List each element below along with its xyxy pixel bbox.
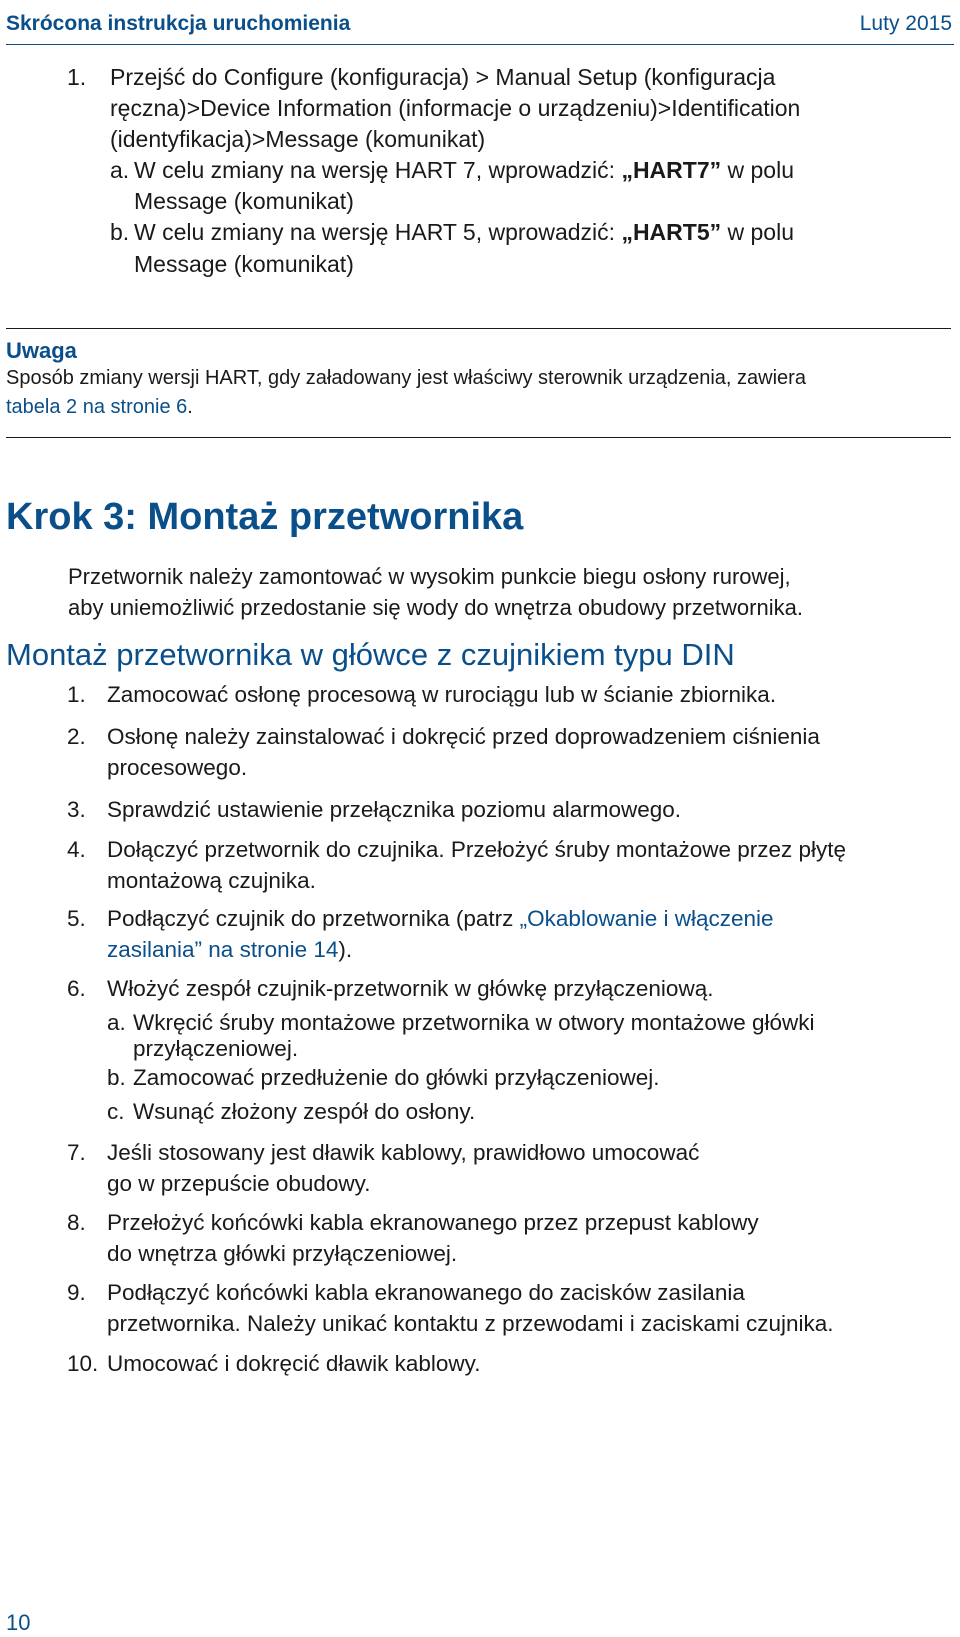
substep-text-pre: W celu zmiany na wersję HART 7, wprowadzić: xyxy=(134,157,622,183)
list-item-number: 2. xyxy=(67,724,86,749)
list-item-text-pre: Podłączyć czujnik do przetwornika (patrz xyxy=(107,906,520,931)
top-step-1 xyxy=(0,62,960,162)
list-item-line: Jeśli stosowany jest dławik kablowy, prawidłowo umocować xyxy=(107,1140,700,1165)
list-item-number: 7. xyxy=(67,1140,86,1165)
list-item-line: go w przepuście obudowy. xyxy=(107,1171,371,1196)
substep-text-line: Message (komunikat) xyxy=(134,188,354,214)
list-item-text xyxy=(107,1277,947,1339)
intro-line: Przetwornik należy zamontować w wysokim punkcie biegu osłony rurowej, xyxy=(68,564,791,589)
sub-list-line: przyłączeniowej. xyxy=(133,1036,299,1061)
list-item xyxy=(0,679,960,710)
intro-line: aby uniemożliwić przedostanie się wody do wnętrza obudowy przetwornika. xyxy=(68,595,803,620)
section-subtitle: Montaż przetwornika w główce z czujnikiem typu DIN xyxy=(6,637,735,672)
note-link[interactable]: tabela 2 na stronie 6 xyxy=(6,396,188,418)
list-item-number: 4. xyxy=(67,837,86,862)
list-item-number: 8. xyxy=(67,1210,86,1235)
substep-value: „HART7” xyxy=(621,157,722,183)
step-text-line: Przejść do Configure (konfiguracja) > Manual Setup (konfiguracja xyxy=(110,64,776,90)
list-item xyxy=(0,721,960,783)
substep-text-post: w polu xyxy=(721,157,794,183)
list-item-text xyxy=(107,1137,947,1199)
top-substep-a xyxy=(0,155,960,215)
sub-list-item xyxy=(0,1065,960,1091)
list-item xyxy=(0,973,960,1004)
note-top-rule xyxy=(6,328,951,329)
sub-list-text: Zamocować przedłużenie do główki przyłączeniowej. xyxy=(133,1065,660,1090)
list-item-text-post: ). xyxy=(338,937,353,962)
substep-label: a. xyxy=(110,157,130,183)
list-item-line: przetwornika. Należy unikać kontaktu z przewodami i zaciskami czujnika. xyxy=(107,1311,834,1336)
list-item xyxy=(0,1137,960,1199)
sub-list-label: b. xyxy=(107,1065,126,1090)
step-text xyxy=(110,62,940,155)
list-item-line: Podłączyć końcówki kabla ekranowanego do zacisków zasilania xyxy=(107,1280,745,1305)
list-item-line: do wnętrza główki przyłączeniowej. xyxy=(107,1241,458,1266)
list-item-number: 3. xyxy=(67,797,86,822)
list-item-number: 5. xyxy=(67,906,86,931)
substep-text-post: w polu xyxy=(721,219,794,245)
list-item-line: procesowego. xyxy=(107,755,248,780)
list-item xyxy=(0,1207,960,1269)
cross-reference-link[interactable]: zasilania” na stronie 14 xyxy=(107,937,339,962)
note-bottom-rule xyxy=(6,437,951,438)
list-item-text: Zamocować osłonę procesową w rurociągu lub w ścianie zbiornika. xyxy=(107,682,777,707)
cross-reference-link[interactable]: „Okablowanie i włączenie xyxy=(519,906,774,931)
list-item-number: 10. xyxy=(67,1351,99,1376)
section-title: Krok 3: Montaż przetwornika xyxy=(6,496,524,538)
list-item-line: Osłonę należy zainstalować i dokręcić przed doprowadzeniem ciśnienia xyxy=(107,724,820,749)
list-item-line: montażową czujnika. xyxy=(107,868,316,893)
step-text-line: (identyfikacja)>Message (komunikat) xyxy=(110,126,486,152)
substep-text-pre: W celu zmiany na wersję HART 5, wprowadzić: xyxy=(134,219,622,245)
list-item-number: 9. xyxy=(67,1280,86,1305)
top-substep-b xyxy=(0,216,960,286)
page-number: 10 xyxy=(6,1610,31,1635)
list-item xyxy=(0,1277,960,1339)
list-item xyxy=(0,1348,960,1379)
list-item xyxy=(0,834,960,896)
sub-list-item xyxy=(0,1099,960,1125)
note-period: . xyxy=(187,396,193,418)
list-item-text xyxy=(107,721,947,783)
sub-list-label: c. xyxy=(107,1099,125,1124)
sub-list-text: Wsunąć złożony zespół do osłony. xyxy=(133,1099,476,1124)
substep-value: „HART5” xyxy=(621,219,722,245)
list-item-text xyxy=(107,903,947,965)
list-item-text: Umocować i dokręcić dławik kablowy. xyxy=(107,1351,481,1376)
substep-label: b. xyxy=(110,219,130,245)
document-title: Skrócona instrukcja uruchomienia xyxy=(6,12,351,35)
step-text-line: ręczna)>Device Information (informacje o urządzeniu)>Identification xyxy=(110,95,801,121)
list-item-text: Sprawdzić ustawienie przełącznika poziomu alarmowego. xyxy=(107,797,682,822)
list-item-text xyxy=(107,1207,947,1269)
step-number: 1. xyxy=(67,64,87,90)
substep-text-line: Message (komunikat) xyxy=(134,251,354,277)
note-title: Uwaga xyxy=(6,338,77,363)
list-item-number: 1. xyxy=(67,682,86,707)
substep-text xyxy=(134,155,934,217)
substep-text xyxy=(134,216,934,280)
sub-list-label: a. xyxy=(107,1010,126,1035)
list-item xyxy=(0,794,960,825)
list-item-text xyxy=(107,834,947,896)
page-header xyxy=(6,6,954,45)
section-intro xyxy=(68,561,948,623)
note-text: Sposób zmiany wersji HART, gdy załadowany jest właściwy sterownik urządzenia, zawiera xyxy=(6,367,806,389)
list-item-line: Przełożyć końcówki kabla ekranowanego przez przepust kablowy xyxy=(107,1210,759,1235)
sub-list-item xyxy=(0,1010,960,1062)
list-item-text: Włożyć zespół czujnik-przetwornik w główkę przyłączeniową. xyxy=(107,976,714,1001)
list-item-number: 6. xyxy=(67,976,86,1001)
note-body xyxy=(6,364,951,422)
list-item-line: Dołączyć przetwornik do czujnika. Przełożyć śruby montażowe przez płytę xyxy=(107,837,847,862)
list-item xyxy=(0,903,960,965)
sub-list-text xyxy=(133,1010,943,1062)
sub-list-line: Wkręcić śruby montażowe przetwornika w otwory montażowe główki xyxy=(133,1010,815,1035)
document-date: Luty 2015 xyxy=(859,12,952,35)
